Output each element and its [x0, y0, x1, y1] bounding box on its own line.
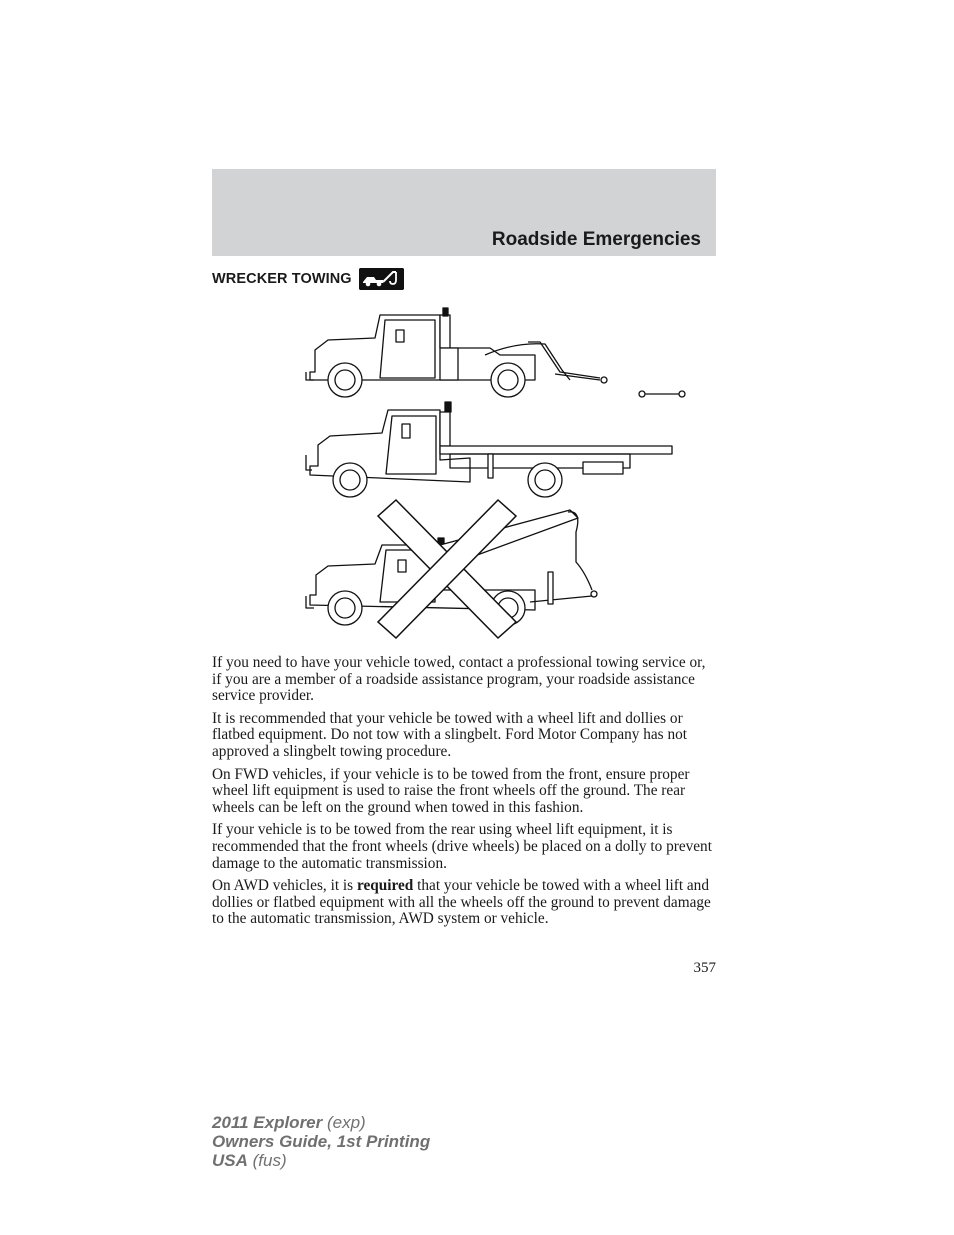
header-band	[212, 169, 716, 256]
topic-heading: WRECKER TOWING	[212, 271, 352, 287]
footer	[212, 1113, 430, 1170]
awd-text-start: On AWD vehicles, it is	[212, 877, 357, 895]
required-emphasis: required	[356, 877, 414, 895]
footer-line-1	[212, 1113, 430, 1132]
footer-model: 2011 Explorer	[212, 1113, 323, 1132]
body-text	[212, 655, 716, 934]
paragraph: If your vehicle is to be towed from the rear using wheel lift equipment, it is recommended that the front wheels (drive wheels) be placed on a dolly to prevent damage to the automatic transmission.	[212, 821, 712, 872]
footer-line-3	[212, 1151, 430, 1170]
awd-text-end: that your vehicle be towed with a wheel lift and dollies or flatbed equipment with all the wheels off the ground to prevent damage to the automatic transmission, AWD system or vehicle.	[212, 877, 711, 928]
paragraph-awd	[212, 878, 716, 928]
flatbed-tow-truck	[306, 402, 672, 497]
footer-market-code: (fus)	[247, 1151, 287, 1170]
footer-line-2	[212, 1132, 430, 1151]
towing-methods-illustration	[300, 300, 690, 640]
paragraph: If you need to have your vehicle towed, contact a professional towing service or, if you are a member of a roadside assistance program, your roadside assistance service provider.	[212, 654, 706, 705]
footer-edition: Owners Guide, 1st Printing	[212, 1132, 431, 1151]
paragraph: On FWD vehicles, if your vehicle is to be towed from the front, ensure proper wheel lift equipment is used to raise the front wheels off the ground. The rear wheels can be left on the ground when towed in this fashion.	[212, 765, 690, 816]
footer-market: USA	[212, 1151, 248, 1170]
footer-model-code: (exp)	[322, 1113, 366, 1132]
paragraph: It is recommended that your vehicle be towed with a wheel lift and dollies or flatbed equipment. Do not tow with a slingbelt. Ford Motor Company has not approved a slingbelt towing procedure.	[212, 709, 688, 760]
wheel-lift-tow-truck	[306, 308, 685, 397]
page-number: 357	[693, 960, 716, 976]
tow-truck-icon	[359, 268, 404, 290]
section-title: Roadside Emergencies	[491, 229, 701, 250]
topic-row	[212, 268, 404, 290]
